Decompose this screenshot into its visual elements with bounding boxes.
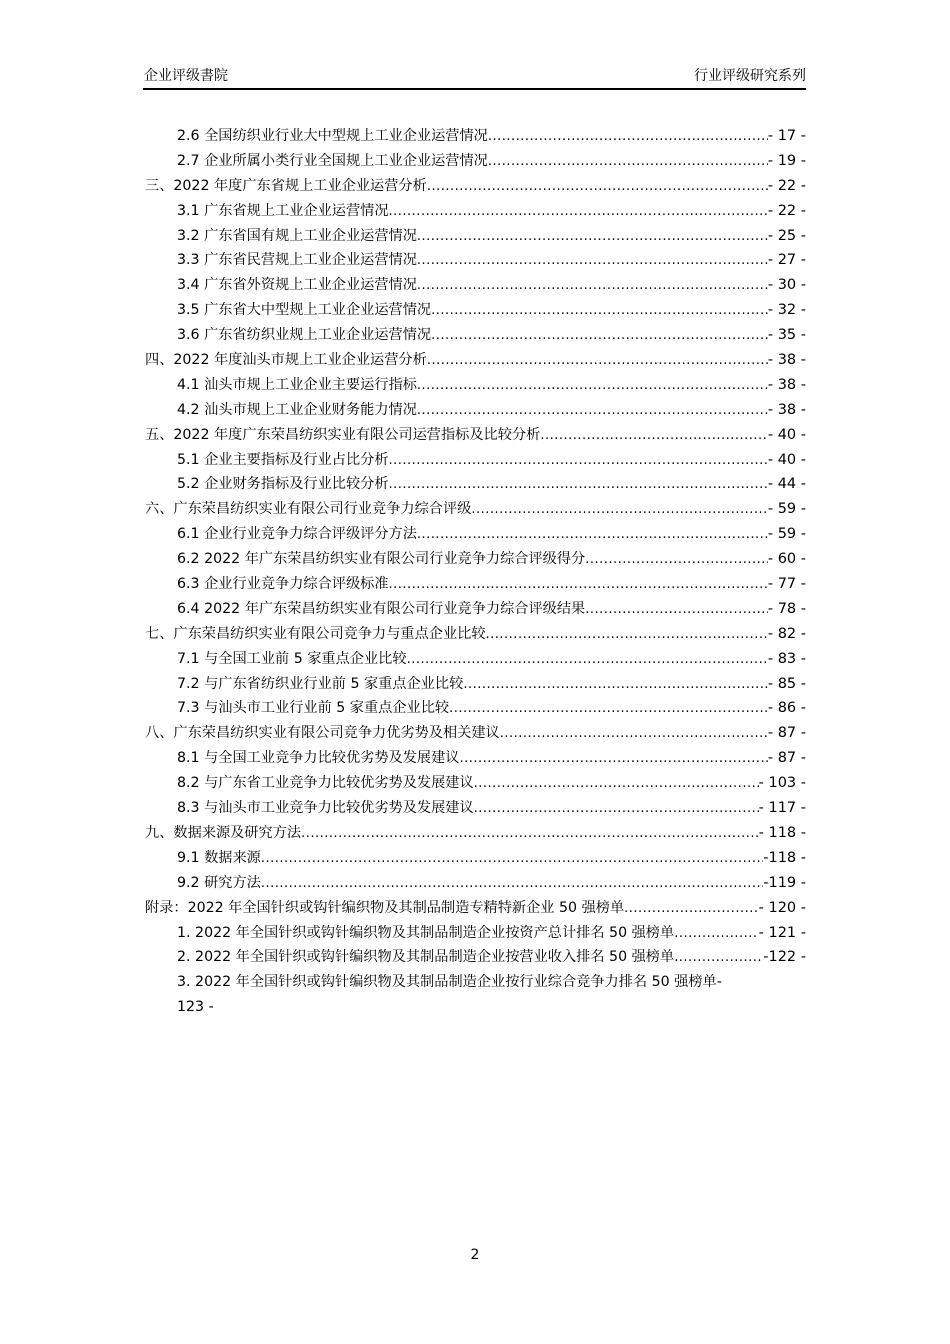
dot-leader <box>474 797 759 821</box>
toc-entry[interactable] <box>145 149 806 174</box>
dot-leader <box>486 623 768 647</box>
toc-entry-title: 8.1 与全国工业竞争力比较优劣势及发展建议 <box>177 746 459 771</box>
dot-leader <box>301 822 759 846</box>
dot-leader <box>474 772 759 796</box>
dot-leader <box>540 424 768 448</box>
toc-entry-title: 附录：2022 年全国针织或钩针编织物及其制品制造专精特新企业 50 强榜单 <box>145 896 624 921</box>
toc-entry[interactable] <box>145 398 806 423</box>
toc-entry-page: - 60 - <box>767 551 806 568</box>
toc-entry-page: - 40 - <box>767 426 806 443</box>
toc-entry-title: 3. 2022 年全国针织或钩针编织物及其制品制造企业按行业综合竞争力排名 50 强榜单- <box>177 974 722 991</box>
toc-entry-title: 4.1 汕头市规上工业企业主要运行指标 <box>177 373 417 398</box>
toc-entry-page: - 59 - <box>767 526 806 543</box>
toc-entry-page: - 44 - <box>767 476 806 493</box>
toc-entry-title: 4.2 汕头市规上工业企业财务能力情况 <box>177 398 417 423</box>
dot-leader <box>417 225 768 249</box>
toc-entry-page: - 38 - <box>767 401 806 418</box>
toc-chapter[interactable] <box>145 423 806 448</box>
toc-entry-page: -119 - <box>763 874 806 891</box>
toc-entry-title: 2.7 企业所属小类行业全国规上工业企业运营情况 <box>177 149 488 174</box>
toc-entry-page: - 30 - <box>767 277 806 294</box>
toc-entry-title: 5.2 企业财务指标及行业比较分析 <box>177 472 389 497</box>
dot-leader <box>500 722 768 746</box>
toc-entry-title: 6.2 2022 年广东荣昌纺织实业有限公司行业竞争力综合评级得分 <box>177 547 585 572</box>
dot-leader <box>431 324 768 348</box>
toc-entry[interactable] <box>145 921 806 946</box>
toc-entry-page: - 87 - <box>767 750 806 767</box>
toc-entry[interactable] <box>145 796 806 821</box>
toc-entry-page: - 87 - <box>767 725 806 742</box>
toc-entry-title: 3.5 广东省大中型规上工业企业运营情况 <box>177 298 431 323</box>
toc-entry-page: - 59 - <box>767 501 806 518</box>
dot-leader <box>261 847 763 871</box>
toc-entry[interactable] <box>145 273 806 298</box>
toc-entry-title: 5.1 企业主要指标及行业占比分析 <box>177 448 389 473</box>
dot-leader <box>488 125 768 149</box>
dot-leader <box>389 573 768 597</box>
toc-entry-page: - 85 - <box>767 675 806 692</box>
toc-entry-title: 八、广东荣昌纺织实业有限公司竞争力优劣势及相关建议 <box>145 721 500 746</box>
toc-entry-page: - 32 - <box>767 302 806 319</box>
dot-leader <box>389 473 768 497</box>
toc-entry[interactable] <box>145 298 806 323</box>
toc-entry[interactable] <box>145 647 806 672</box>
toc-entry[interactable] <box>145 199 806 224</box>
toc-entry[interactable] <box>145 248 806 273</box>
toc-entry-title: 8.2 与广东省工业竞争力比较优劣势及发展建议 <box>177 771 474 796</box>
toc-entry-page: - 22 - <box>767 202 806 219</box>
toc-appendix[interactable] <box>145 896 806 921</box>
toc-chapter[interactable] <box>145 622 806 647</box>
dot-leader <box>389 449 768 473</box>
toc-entry[interactable] <box>145 373 806 398</box>
toc-entry-page: - 25 - <box>767 227 806 244</box>
dot-leader <box>674 922 758 946</box>
toc-chapter[interactable] <box>145 348 806 373</box>
toc-entry[interactable] <box>145 448 806 473</box>
toc-entry-title: 3.1 广东省规上工业企业运营情况 <box>177 199 389 224</box>
toc-entry-title: 3.4 广东省外资规上工业企业运营情况 <box>177 273 417 298</box>
toc-entry[interactable] <box>145 323 806 348</box>
toc-entry-title: 九、数据来源及研究方法 <box>145 821 301 846</box>
toc-entry-page: - 117 - <box>758 800 806 817</box>
toc-chapter[interactable] <box>145 174 806 199</box>
toc-entry[interactable] <box>145 124 806 149</box>
toc-entry-title: 9.1 数据来源 <box>177 846 261 871</box>
toc-entry-title: 8.3 与汕头市工业竞争力比较优劣势及发展建议 <box>177 796 474 821</box>
toc-entry[interactable] <box>145 696 806 721</box>
toc-entry-title: 2.6 全国纺织业行业大中型规上工业企业运营情况 <box>177 124 488 149</box>
toc-entry-page: - 118 - <box>758 824 806 841</box>
toc-entry-title: 9.2 研究方法 <box>177 871 261 896</box>
toc-entry-page: - 27 - <box>767 252 806 269</box>
dot-leader <box>417 274 768 298</box>
toc-entry-title: 3.6 广东省纺织业规上工业企业运营情况 <box>177 323 431 348</box>
toc-entry-title: 五、2022 年度广东荣昌纺织实业有限公司运营指标及比较分析 <box>145 423 540 448</box>
toc-chapter[interactable] <box>145 821 806 846</box>
toc-entry[interactable] <box>145 224 806 249</box>
dot-leader <box>417 374 768 398</box>
dot-leader <box>624 897 759 921</box>
toc-entry[interactable] <box>145 547 806 572</box>
toc-entry-title: 三、2022 年度广东省规上工业企业运营分析 <box>145 174 427 199</box>
toc-entry-title: 7.1 与全国工业前 5 家重点企业比较 <box>177 647 407 672</box>
dot-leader <box>585 598 768 622</box>
dot-leader <box>427 175 768 199</box>
dot-leader <box>463 673 768 697</box>
dot-leader <box>417 399 768 423</box>
dot-leader <box>471 498 768 522</box>
toc-entry[interactable] <box>145 472 806 497</box>
toc-entry[interactable] <box>145 970 806 1020</box>
toc-entry-page: - 40 - <box>767 451 806 468</box>
toc-entry-title: 四、2022 年度汕头市规上工业企业运营分析 <box>145 348 427 373</box>
toc-entry-page: - 78 - <box>767 600 806 617</box>
toc-entry-page: - 19 - <box>767 152 806 169</box>
toc-entry-page: 123 - <box>177 999 214 1016</box>
toc-entry-page: - 22 - <box>767 177 806 194</box>
toc-chapter[interactable] <box>145 497 806 522</box>
toc-entry-page: - 38 - <box>767 352 806 369</box>
toc-entry-title: 3.3 广东省民营规上工业企业运营情况 <box>177 248 417 273</box>
dot-leader <box>449 697 768 721</box>
toc-entry[interactable] <box>145 572 806 597</box>
toc-entry-page: - 35 - <box>767 327 806 344</box>
dot-leader <box>431 299 768 323</box>
header-publisher: 企业评级書院 <box>144 68 228 84</box>
toc-entry-page: - 83 - <box>767 650 806 667</box>
toc-entry[interactable] <box>145 846 806 871</box>
page-header <box>143 66 806 90</box>
toc-entry-title: 6.4 2022 年广东荣昌纺织实业有限公司行业竞争力综合评级结果 <box>177 597 585 622</box>
toc-entry-page: -118 - <box>763 849 806 866</box>
toc-entry[interactable] <box>145 871 806 896</box>
toc-entry-page: - 120 - <box>758 899 806 916</box>
toc-entry[interactable] <box>145 672 806 697</box>
dot-leader <box>459 747 767 771</box>
toc-entry-title: 1. 2022 年全国针织或钩针编织物及其制品制造企业按资产总计排名 50 强榜单 <box>177 921 674 946</box>
toc-entry-page: - 82 - <box>767 625 806 642</box>
dot-leader <box>585 548 768 572</box>
dot-leader <box>261 872 763 896</box>
dot-leader <box>427 349 768 373</box>
toc-entry[interactable] <box>145 746 806 771</box>
dot-leader <box>679 946 764 970</box>
toc-entry-title: 七、广东荣昌纺织实业有限公司竞争力与重点企业比较 <box>145 622 486 647</box>
toc-entry[interactable] <box>145 522 806 547</box>
toc-entry-page: - 38 - <box>767 376 806 393</box>
toc-entry[interactable] <box>145 945 806 970</box>
dot-leader <box>488 150 768 174</box>
toc-entry-title: 六、广东荣昌纺织实业有限公司行业竞争力综合评级 <box>145 497 471 522</box>
toc-entry-title: 7.2 与广东省纺织业行业前 5 家重点企业比较 <box>177 672 463 697</box>
toc-entry-page: - 17 - <box>767 128 806 144</box>
table-of-contents <box>145 124 806 1020</box>
toc-entry[interactable] <box>145 771 806 796</box>
toc-entry-title: 7.3 与汕头市工业行业前 5 家重点企业比较 <box>177 696 449 721</box>
toc-entry-page: -122 - <box>763 949 806 966</box>
dot-leader <box>417 523 768 547</box>
toc-entry-page: - 121 - <box>758 924 806 941</box>
toc-entry-page: - 103 - <box>758 775 806 792</box>
toc-entry-title: 6.1 企业行业竞争力综合评级评分方法 <box>177 522 417 547</box>
toc-entry-title: 3.2 广东省国有规上工业企业运营情况 <box>177 224 417 249</box>
toc-chapter[interactable] <box>145 721 806 746</box>
toc-entry-title: 2. 2022 年全国针织或钩针编织物及其制品制造企业按营业收入排名 50 强榜单. <box>177 945 679 970</box>
page-number: 2 <box>470 1247 480 1263</box>
toc-entry-page: - 77 - <box>767 576 806 593</box>
toc-entry[interactable] <box>145 597 806 622</box>
header-series: 行业评级研究系列 <box>694 68 806 84</box>
dot-leader <box>389 200 768 224</box>
dot-leader <box>407 648 768 672</box>
dot-leader <box>417 249 768 273</box>
toc-entry-title: 6.3 企业行业竞争力综合评级标准 <box>177 572 389 597</box>
toc-entry-page: - 86 - <box>767 700 806 717</box>
